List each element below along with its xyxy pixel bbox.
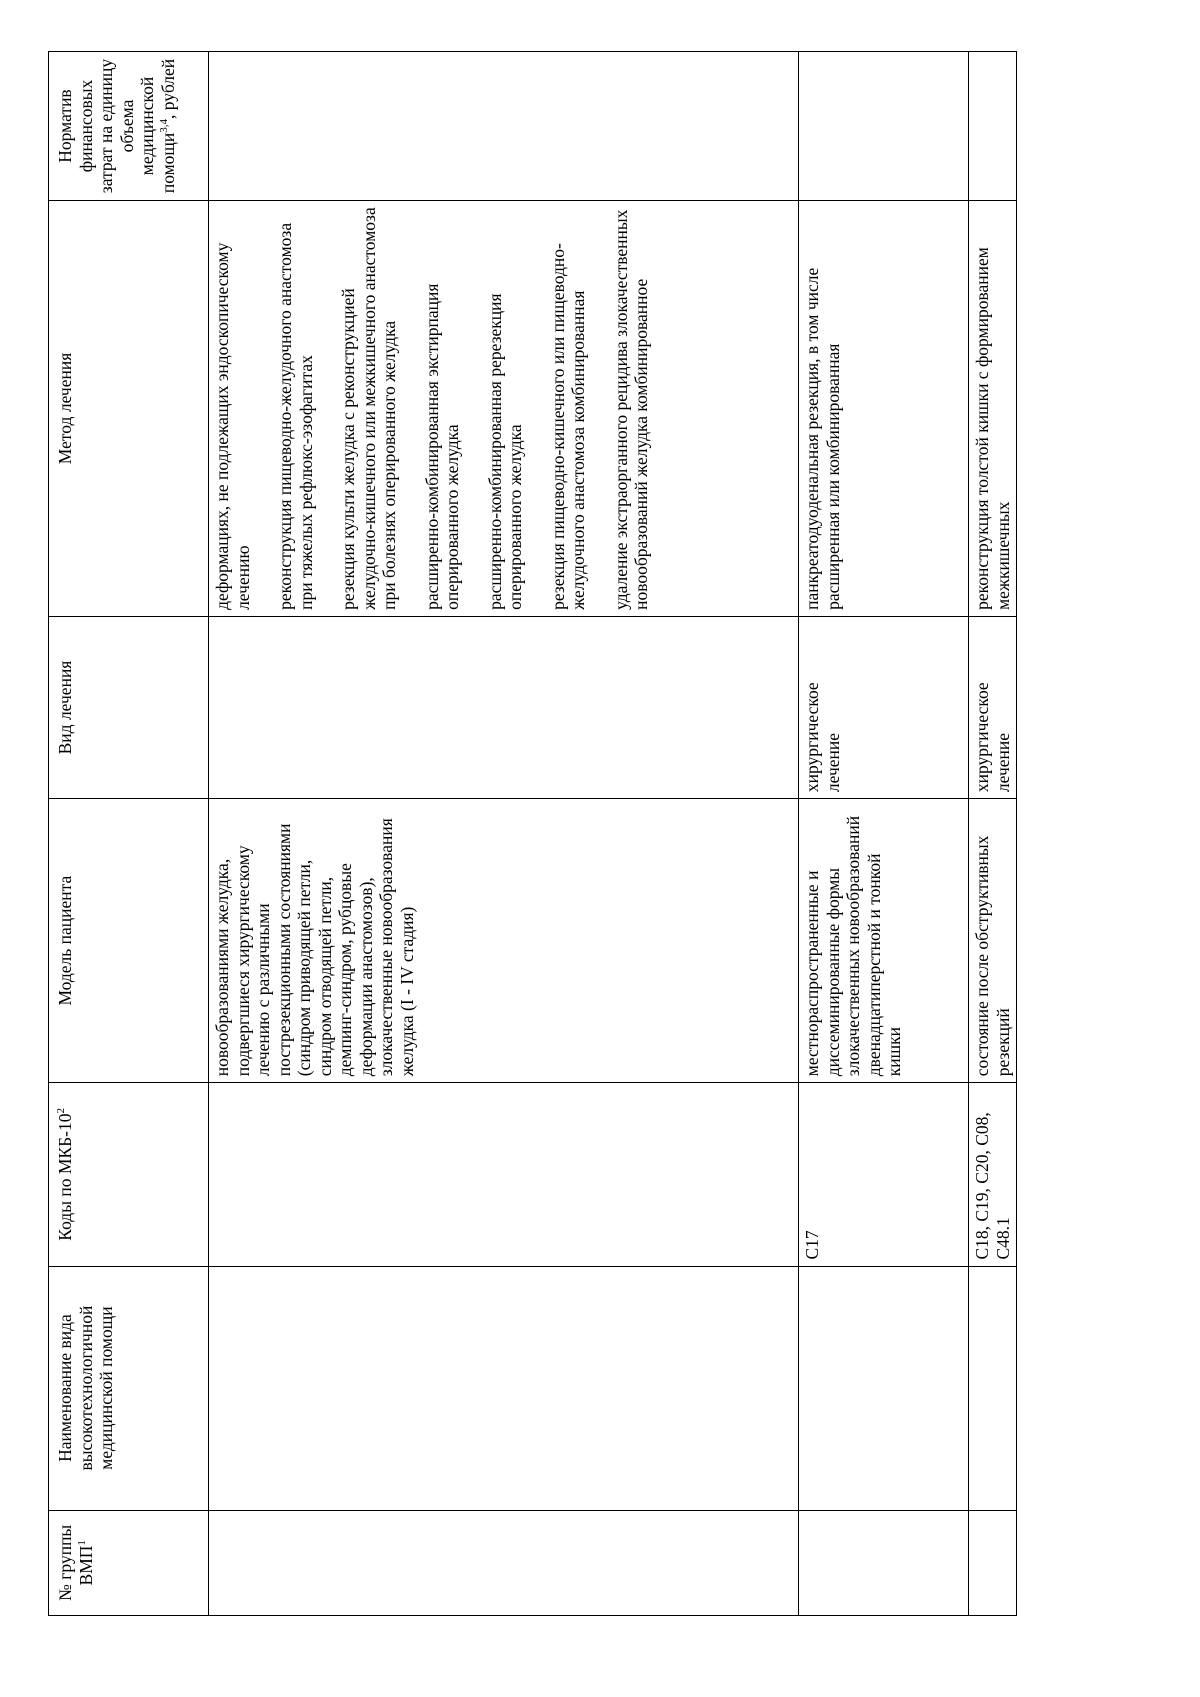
cell-treatment-type	[209, 616, 799, 798]
header-row	[49, 52, 209, 1616]
cell-codes: C18, C19, C20, C08, C48.1	[969, 1083, 1017, 1266]
table-row	[209, 52, 799, 1616]
cell-patient-model: местнораспространенные и диссеминированные формы злокачественных новообразований двенадцатиперстной и тонкой кишки	[799, 799, 969, 1083]
header-cost-norm: Норматив финансовых затрат на единицу объема медицинской помощи$^{3,4}$, рублей	[49, 52, 209, 201]
method-item: реконструкция пищеводно-желудочного анастомоза при тяжелых рефлюкс-эзофагитах	[275, 222, 316, 610]
cell-name	[209, 1266, 799, 1510]
cell-group-no	[799, 1510, 969, 1615]
cell-codes: C17	[799, 1083, 969, 1266]
vmp-table	[48, 51, 1017, 1616]
cell-patient-model: новообразованиями желудка, подвергшиеся хирургическому лечению с различными пострезекционными состояниями (синдром приводящей петли, синдром отводящей петли, демпинг-синдром, рубцовые деформации анастомозов), злокачественные новообразования желудка (I - IV стадия)	[209, 799, 799, 1083]
cell-name	[969, 1266, 1017, 1510]
cell-treatment-method	[209, 201, 799, 617]
method-item: панкреатодуоденальная резекция, в том числе расширенная или комбинированная	[802, 267, 843, 610]
cell-cost-norm	[799, 52, 969, 201]
cell-cost-norm	[969, 52, 1017, 201]
cell-cost-norm	[209, 52, 799, 201]
method-item: удаление экстраорганного рецидива злокачественных новообразований желудка комбинированное	[610, 209, 651, 610]
method-item: реконструкция толстой кишки с формированием межкишечных	[972, 247, 1013, 610]
cell-treatment-type: хирургическое лечение	[799, 616, 969, 798]
cell-treatment-method	[799, 201, 969, 617]
method-item: расширенно-комбинированная ререзекция оперированного желудка	[484, 293, 525, 610]
method-item: расширенно-комбинированная экстирпация оперированного желудка	[421, 283, 462, 610]
page-number	[815, 0, 845, 56]
header-name: Наименование вида высокотехнологичной медицинской помощи	[49, 1266, 209, 1510]
cell-group-no	[209, 1510, 799, 1615]
method-item: деформациях, не подлежащих эндоскопическому лечению	[212, 242, 253, 610]
cell-treatment-method	[969, 201, 1017, 617]
table-row	[969, 52, 1017, 1616]
header-patient-model: Модель пациента	[49, 799, 209, 1083]
cell-codes	[209, 1083, 799, 1266]
cell-patient-model: состояние после обструктивных резекций	[969, 799, 1017, 1083]
header-treatment-method: Метод лечения	[49, 201, 209, 617]
header-treatment-type: Вид лечения	[49, 616, 209, 798]
method-item: резекция культи желудка с реконструкцией желудочно-кишечного или межкишечного анастомоза при болезнях оперированного желудка	[338, 207, 399, 610]
cell-group-no	[969, 1510, 1017, 1615]
header-icd-codes: Коды по МКБ-$10^2$	[49, 1083, 209, 1266]
cell-name	[799, 1266, 969, 1510]
method-item: резекция пищеводно-кишечного или пищеводно-желудочного анастомоза комбинированная	[547, 243, 588, 610]
cell-treatment-type: хирургическое лечение	[969, 616, 1017, 798]
table-row	[799, 52, 969, 1616]
header-group-no: № группы ВМП$^1$	[49, 1510, 209, 1615]
